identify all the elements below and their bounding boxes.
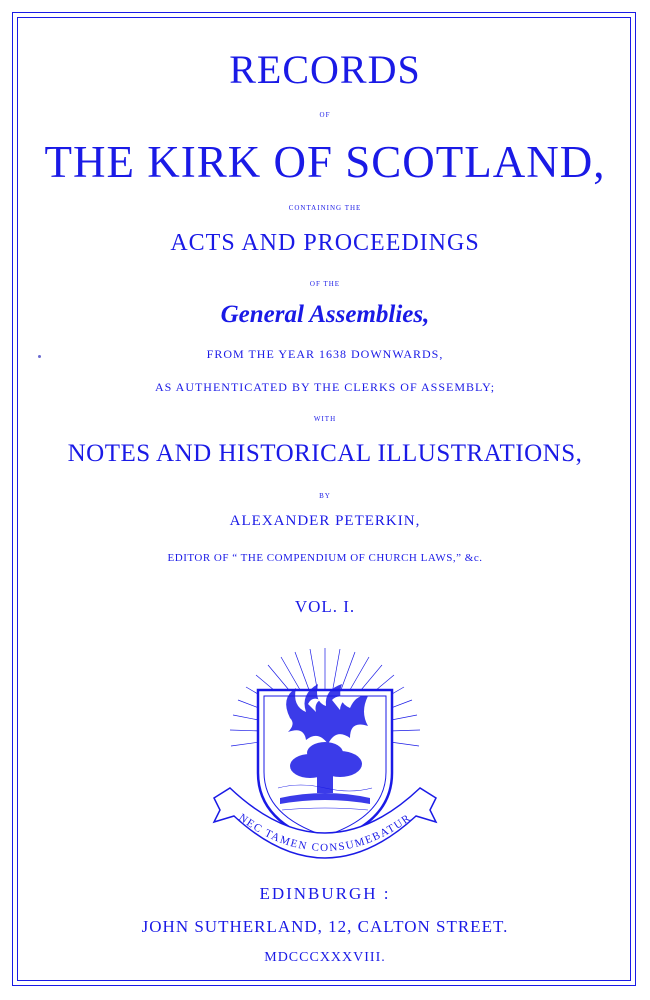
motto-text: NEC TAMEN CONSUMEBATUR (236, 811, 414, 855)
acts-heading: ACTS AND PROCEEDINGS (170, 230, 480, 256)
title: RECORDS (229, 47, 421, 92)
volume-label: VOL. I. (294, 597, 356, 616)
author-name: ALEXANDER PETERKIN, (229, 513, 421, 529)
connector-of-the: OF THE (309, 280, 341, 288)
imprint-place: EDINBURGH : (259, 884, 391, 903)
assemblies-heading: General Assemblies, (220, 301, 430, 328)
connector-containing: CONTAINING THE (288, 204, 362, 212)
from-year-line: FROM THE YEAR 1638 DOWNWARDS, (206, 347, 444, 361)
notes-heading: NOTES AND HISTORICAL ILLUSTRATIONS, (67, 440, 583, 467)
connector-of: OF (319, 111, 331, 119)
editor-note: EDITOR OF “ THE COMPENDIUM OF CHURCH LAWS,” &c. (167, 552, 483, 564)
authenticated-line: AS AUTHENTICATED BY THE CLERKS OF ASSEMBLY; (154, 380, 496, 394)
imprint-publisher: JOHN SUTHERLAND, 12, CALTON STREET. (141, 917, 509, 936)
connector-by: BY (319, 492, 331, 500)
connector-with: WITH (313, 415, 337, 423)
burning-bush-emblem-icon (200, 638, 450, 874)
imprint-year: MDCCCXXXVIII. (264, 950, 386, 965)
subject-title: THE KIRK OF SCOTLAND, (44, 137, 606, 187)
